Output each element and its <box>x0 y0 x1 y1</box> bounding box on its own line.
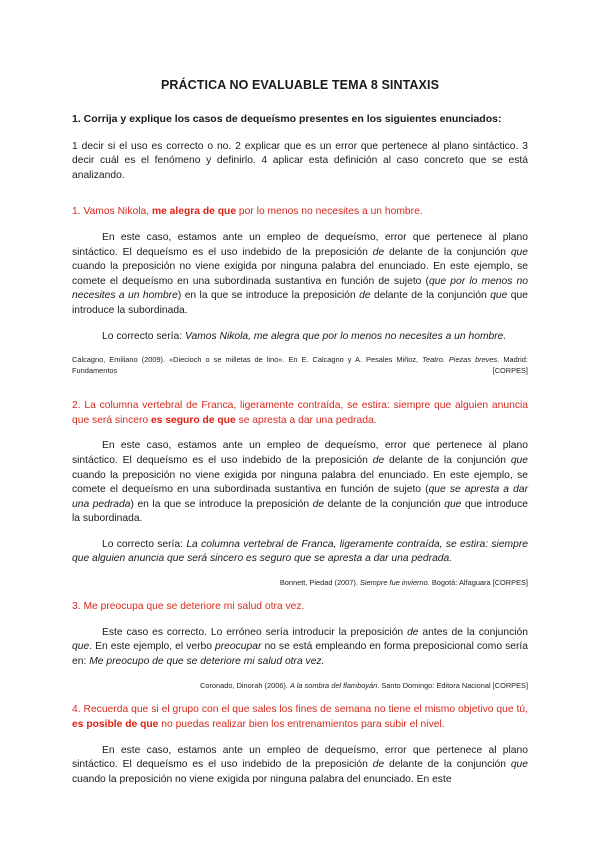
correction-2: Lo correcto sería: La columna vertebral de Franca, ligeramente contraída, se estira: siempre que alguien anuncia que será sincero es seguro que se apresta a dar una pedrada. <box>72 538 528 565</box>
example-sentence-2: 2. La columna vertebral de Franca, ligeramente contraída, se estira: siempre que alguien anuncia que será sincero es seguro de que se apresta a dar una pedrada. <box>72 400 528 426</box>
analysis-paragraph-2: En este caso, estamos ante un empleo de dequeísmo, error que pertenece al plano sintáctico. El dequeísmo es el uso indebido de la preposición de delante de la conjunción que cuando la preposición no viene exigida por ninguna palabra del enunciado. En este ejemplo, se comete el dequeísmo en una subordinada sustantiva en función de sujeto (que se apresta a dar una pedrada) en la que se introduce la preposición de delante de la conjunción que que introduce la subordinada. <box>72 440 529 525</box>
citation-3: Coronado, Dinorah (2006). A la sombra del flamboyán. Santo Domingo: Editora Nacional [CORPES] <box>200 681 528 691</box>
analysis-paragraph-1: En este caso, estamos ante un empleo de dequeísmo, error que pertenece al plano sintáctico. El dequeísmo es el uso indebido de la preposición de delante de la conjunción que cuando la preposición no viene exigida por ninguna palabra del enunciado. En este ejemplo, se comete el dequeísmo en una subordinada sustantiva en función de sujeto (que por lo menos no necesites a un hombre) en la que se introduce la preposición de delante de la conjunción que que introduce la subordinada. <box>72 231 528 316</box>
citation-1: Calcagno, Emiliano (2009). «Diecioch o se milletas de lino». En E. Calcagno y A. Pesales Miñoz, Teatro. Piezas breves. Madrid: Fundamentos [CORPES] <box>72 355 528 376</box>
example-sentence-4: 4. Recuerda que si el grupo con el que sales los fines de semana no tiene el mismo objetivo que tú, es posible de que no puedas realizar bien los entrenamientos para subir el nivel. <box>72 704 528 731</box>
analysis-paragraph-4: En este caso, estamos ante un empleo de dequeísmo, error que pertenece al plano sintáctico. El dequeísmo es el uso indebido de la preposición de delante de la conjunción que cuando la preposición no viene exigida por ninguna palabra del enunciado. En este <box>72 744 528 785</box>
instructions: 1 decir si el uso es correcto o no. 2 explicar que es un error que pertenece al plano sintáctico. 3 decir cuál es el fenómeno y definirlo. 4 aplicar esta definición al caso concreto que se está analizando. <box>72 140 528 181</box>
example-sentence-3: 3. Me preocupa que se deteriore mi salud otra vez. <box>72 601 305 613</box>
analysis-paragraph-3: Este caso es correcto. Lo erróneo sería introducir la preposición de antes de la conjunción que. En este ejemplo, el verbo preocupar no se está empleando en forma preposicional como sería en: Me preocupo de que se deteriore mi salud otra vez. <box>72 626 528 667</box>
question-heading: 1. Corrija y explique los casos de dequeísmo presentes en los siguientes enunciados: <box>72 113 502 125</box>
document-page <box>72 78 528 798</box>
example-sentence-1: 1. Vamos Nikola, me alegra de que por lo menos no necesites a un hombre. <box>72 206 423 218</box>
page-title: PRÁCTICA NO EVALUABLE TEMA 8 SINTAXIS <box>160 78 440 92</box>
citation-2: Bonnett, Piedad (2007). Siempre fue invierno. Bogotá: Alfaguara [CORPES] <box>279 578 528 588</box>
correction-1: Lo correcto sería: Vamos Nikola, me alegra que por lo menos no necesites a un hombre. <box>102 330 507 342</box>
